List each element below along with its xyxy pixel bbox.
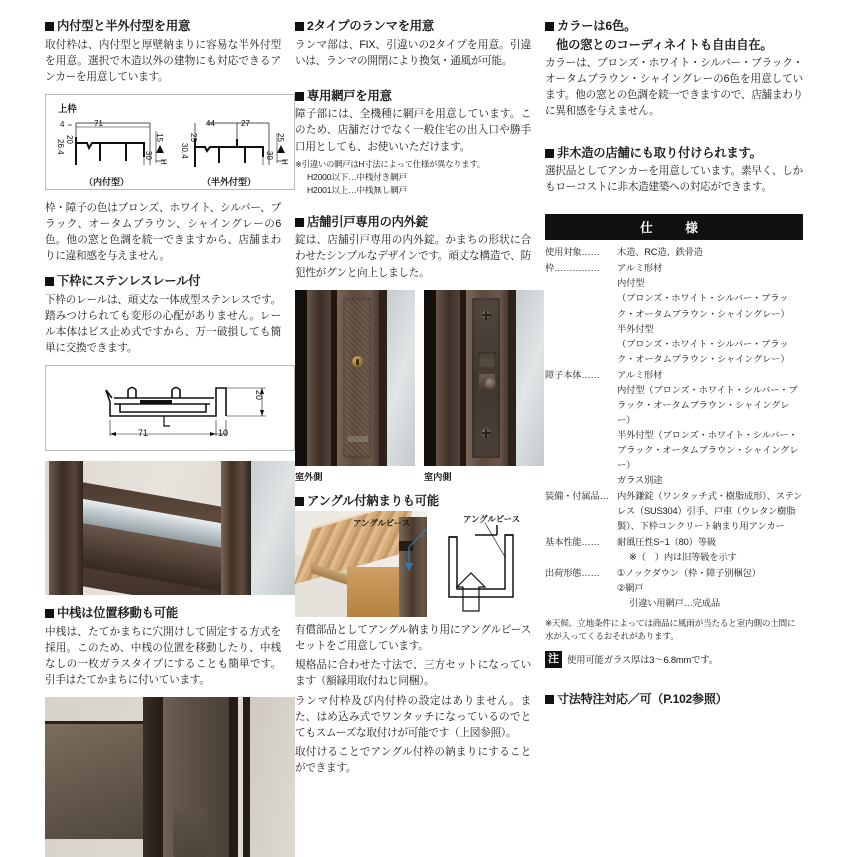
dim-han-44: 44 <box>206 118 215 128</box>
photo-lock-exterior <box>295 290 415 466</box>
angle-leader-line <box>391 521 427 581</box>
spec-value <box>615 368 803 489</box>
spec-line: アルミ形材 <box>617 263 663 274</box>
table-row <box>545 261 803 367</box>
square-bullet-icon <box>545 149 554 158</box>
caution-badge-icon: 注 <box>545 651 562 668</box>
spec-key: 装備・付属品… <box>545 491 609 502</box>
lower-rail-profile-drawing <box>66 376 276 442</box>
spec-key: 出荷形態…… <box>545 568 600 579</box>
lock-slot <box>478 352 496 368</box>
column-middle <box>295 18 545 779</box>
square-bullet-icon <box>45 22 54 31</box>
dim-han-25a: 25 <box>189 132 198 142</box>
heading-text: 中桟は位置移動も可能 <box>57 606 178 621</box>
body-movable-mullion: 中桟は、たてかまちに穴開けして固定する方式を採用。このため、中桟の位置を移動したり、中桟なしの一枚ガラスタイプにすることも簡単です。引手はたてかまちに付いています。 <box>45 625 281 687</box>
spec-key: 枠…………… <box>545 263 600 274</box>
square-bullet-icon <box>545 22 554 31</box>
dim-rail-20: 20 <box>254 390 264 401</box>
spec-line: 木造、RC造、鉄骨造 <box>617 247 703 258</box>
table-row <box>545 368 803 489</box>
square-bullet-icon <box>295 92 304 101</box>
spec-line: ※（ ）内は旧等級を示す <box>629 552 737 563</box>
uchitsuke-profile-drawing <box>54 117 174 179</box>
dim-rail-10: 10 <box>218 428 229 439</box>
caution-text: 使用可能ガラス厚は3〜6.8mmです。 <box>567 654 718 666</box>
section-heading-transom-types <box>295 18 531 35</box>
spec-value <box>615 261 803 367</box>
spec-line: 半外付型 <box>617 323 654 334</box>
table-row <box>545 489 803 535</box>
h-arrow-icon <box>156 145 164 153</box>
section-heading-movable-mullion <box>45 605 281 622</box>
dim-han-h: H <box>280 158 289 165</box>
body-mounting-types: 取付枠は、内付型と厚壁納まりに容易な半外付型を用意。選択で木造以外の建物にも対応できるアンカーを用意しています。 <box>45 38 281 83</box>
square-bullet-icon <box>545 695 554 704</box>
square-bullet-icon <box>45 609 54 618</box>
diagram-angle-piece <box>427 511 531 617</box>
section-heading-non-wooden <box>545 145 803 162</box>
column-left <box>45 18 295 857</box>
photo-mullion <box>45 697 295 857</box>
spec-line: ガラス別途 <box>617 475 663 486</box>
figure-lower-rail <box>45 365 295 451</box>
lock-photo-row <box>295 290 531 483</box>
figure-title-upper-frame: 上枠 <box>58 102 77 114</box>
dim-uchi-4: 4 <box>60 119 65 129</box>
spec-value <box>615 245 803 261</box>
spec-value <box>615 489 803 535</box>
spec-table-header: 仕 様 <box>545 214 803 240</box>
table-row <box>545 566 803 612</box>
spec-line: アルミ形材 <box>617 369 663 380</box>
heading-text: カラーは6色。 <box>557 19 637 33</box>
spec-line: （ブロンズ・ホワイト・シルバー・ブラック・オータムブラウン・シャイングレー） <box>617 293 790 319</box>
spec-line: 内付型（ブロンズ・ホワイト・シルバー・ブラック・オータムブラウン・シャイングレー） <box>617 384 798 425</box>
section-heading-angle-fitting <box>295 493 531 510</box>
square-bullet-icon <box>295 218 304 227</box>
angle-piece-section-drawing <box>427 511 531 617</box>
dim-uchi-264: 26.4 <box>56 138 65 155</box>
heading-text: 内付型と半外付型を用意 <box>57 19 191 33</box>
photo-angle-installation <box>295 511 427 617</box>
dim-uchi-h: H <box>159 158 168 165</box>
spec-line: 耐風圧性S−1（80）等級 <box>617 537 716 548</box>
thumbturn-knob-icon[interactable] <box>485 378 496 389</box>
section-heading-colors <box>545 18 803 35</box>
table-row <box>545 245 803 261</box>
dim-uchi-15: 15 <box>155 132 164 142</box>
body-lock: 錠は、店舗引戸専用の内外錠。かまちの形状に合わせたシンプルなデザインです。頑丈な構造で、防犯性がグンと向上しました。 <box>295 234 531 279</box>
heading-text: 専用網戸を用意 <box>307 88 392 103</box>
hangaitsuke-profile-drawing <box>179 117 295 179</box>
dim-rail-71: 71 <box>138 428 149 439</box>
footer-text: 寸法特注対応／可（P.102参照） <box>557 692 728 707</box>
heading-text: 下枠にステンレスレール付 <box>57 274 201 289</box>
caption-uchitsuke: （内付型） <box>84 176 130 187</box>
square-bullet-icon <box>295 497 304 506</box>
note-screen-h2000: H2000以下…中桟付き網戸 <box>307 172 407 183</box>
body-transom-types: ランマ部は、FIX、引違いの2タイプを用意。引違いは、ランマの開閉により換気・通風が可能。 <box>295 38 531 67</box>
spec-line: 内付型 <box>617 278 645 289</box>
photo-stainless-rail <box>45 461 295 595</box>
footer-custom-size <box>545 690 803 707</box>
note-screen-h2001: H2001以上…中桟無し網戸 <box>307 185 407 196</box>
dim-uchi-30: 30 <box>144 150 153 160</box>
body-stainless-rail: 下枠のレールは、頑丈な一体成型ステンレスです。踏みつけられても変形の心配がありません。レール本体はビス止め式ですから、万一破損しても簡単に交換できます。 <box>45 293 281 355</box>
angle-figure-row <box>295 511 531 617</box>
spec-value <box>615 566 803 612</box>
spec-value <box>615 535 803 566</box>
section-heading-screen-door <box>295 88 531 105</box>
body-angle-3: ランマ付枠及び内付枠の設定はありません。また、はめ込み式でワンタッチになっているのでとてもスムーズな取付けが可能です（上図参照）。 <box>295 694 531 739</box>
dim-han-30: 30 <box>265 150 274 160</box>
dim-han-27: 27 <box>241 118 250 128</box>
dim-han-25b: 25 <box>276 132 285 142</box>
keyhole-icon <box>352 356 363 367</box>
figure-upper-frame <box>45 94 295 190</box>
spec-key: 障子本体…… <box>545 369 600 380</box>
spec-line: 引違い用網戸…完成品 <box>629 598 720 609</box>
heading-text: 非木造の店舗にも取り付けられます。 <box>557 145 762 160</box>
spec-footnote: ※天候、立地条件によっては商品に風雨が当たると室内側の土間に水が入ってくるおそれがあります。 <box>545 618 796 642</box>
body-angle-2: 規格品に合わせた寸法で、三方セットになっています（額縁用取付ねじ同梱）。 <box>295 659 531 688</box>
column-right <box>545 18 803 707</box>
spec-key: 基本性能…… <box>545 537 600 548</box>
dim-uchi-71: 71 <box>94 118 103 128</box>
lock-plate-exterior <box>343 298 371 458</box>
body-non-wooden: 選択品としてアンカーを用意しています。素早く、しかもローコストに非木造建築への対応ができます。 <box>545 165 803 194</box>
section-heading-stainless-rail <box>45 273 281 290</box>
screw-bottom-icon <box>481 428 492 439</box>
brand-logo <box>348 436 368 442</box>
note-screen-door: ※引違いの網戸はH寸法によって仕様が異なります。 <box>295 158 486 169</box>
square-bullet-icon <box>295 22 304 31</box>
heading-text: 2タイプのランマを用意 <box>307 19 434 33</box>
square-bullet-icon <box>45 277 54 286</box>
spec-line: ②網戸 <box>617 583 644 594</box>
heading-text: 店舗引戸専用の内外錠 <box>307 214 428 229</box>
caption-hangaitsuke: （半外付型） <box>202 176 257 187</box>
section-heading-mounting-types <box>45 18 281 35</box>
label-angle-piece-photo: アングルピース <box>353 518 411 529</box>
photo-lock-interior <box>424 290 544 466</box>
body-frame-colors: 枠・障子の色はブロンズ、ホワイト、シルバー、ブラック、オータムブラウン、シャイングレーの6色。他の窓と色調を統一できますから、店舗まわりに違和感を与えません。 <box>45 201 281 263</box>
spec-line: （ブロンズ・ホワイト・シルバー・ブラック・オータムブラウン・シャイングレー） <box>617 338 790 364</box>
caution-row <box>545 651 803 668</box>
section-subheading-colors: 他の窓とのコーディネイトも自由自在。 <box>556 37 773 52</box>
section-heading-lock <box>295 214 531 231</box>
spec-line: 半外付型（ブロンズ・ホワイト・シルバー・ブラック・オータムブラウン・シャイングレー） <box>617 429 799 470</box>
body-angle-1: 有償部品としてアングル納まり用にアングルピースセットをご用意しています。 <box>295 624 531 653</box>
label-angle-piece-diagram: アングルピース <box>463 514 521 525</box>
dim-han-304: 30.4 <box>180 142 189 159</box>
three-column-layout <box>45 18 810 857</box>
spec-line: ①ノックダウン（枠・障子別梱包） <box>617 568 761 579</box>
body-screen-door: 障子部には、全機種に網戸を用意しています。このため、店舗だけでなく一般住宅の出入口や勝手口用としても、お使いいただけます。 <box>295 108 531 153</box>
dim-uchi-20: 20 <box>65 134 74 144</box>
spec-table <box>545 245 803 612</box>
screw-top-icon <box>481 310 492 321</box>
body-colors: カラーは、ブロンズ・ホワイト・シルバー・ブラック・オータムブラウン・シャイングレーの6色を用意しています。他の窓との色調を統一できますので、店舗まわりに異和感を与えません。 <box>545 57 803 118</box>
caption-interior-side: 室内側 <box>424 471 452 482</box>
spec-key: 使用対象…… <box>545 247 600 258</box>
table-row <box>545 535 803 566</box>
body-angle-4: 取付けることでアングル付枠の納まりにすることができます。 <box>295 745 531 774</box>
spec-line: 内外鎌錠（ワンタッチ式・樹脂成形）、ステンレス（SUS304）引手、戸車（ウレタン樹脂製）、下枠コンクリート納まり用アンカー <box>617 491 803 532</box>
caption-exterior-side: 室外側 <box>295 471 323 482</box>
heading-text: アングル付納まりも可能 <box>307 493 439 508</box>
